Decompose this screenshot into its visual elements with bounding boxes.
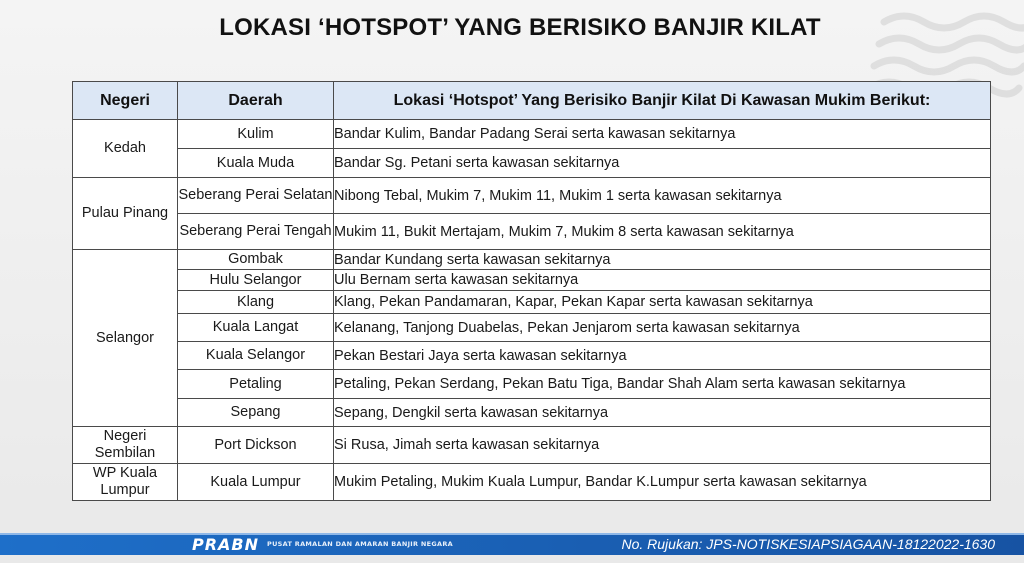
lokasi-cell: Bandar Kundang serta kawasan sekitarnya [334, 250, 991, 270]
table-row [73, 250, 991, 270]
negeri-cell: Selangor [73, 250, 178, 427]
table-header-row [73, 82, 991, 120]
daerah-cell: Kuala Langat [178, 314, 334, 342]
logo-wordmark: PRABN [192, 534, 260, 554]
lokasi-cell: Mukim Petaling, Mukim Kuala Lumpur, Bandar K.Lumpur serta kawasan sekitarnya [334, 464, 991, 501]
table-row [73, 214, 991, 250]
reference-number: No. Rujukan: JPS-NOTISKESIAPSIAGAAN-18122022-1630 [621, 536, 995, 552]
header-negeri: Negeri [73, 82, 178, 120]
lokasi-cell: Bandar Sg. Petani serta kawasan sekitarnya [334, 149, 991, 178]
lokasi-cell: Si Rusa, Jimah serta kawasan sekitarnya [334, 427, 991, 464]
daerah-cell: Gombak [178, 250, 334, 270]
lokasi-cell: Klang, Pekan Pandamaran, Kapar, Pekan Kapar serta kawasan sekitarnya [334, 291, 991, 314]
negeri-cell: Pulau Pinang [73, 178, 178, 250]
header-daerah: Daerah [178, 82, 334, 120]
table-row [73, 342, 991, 370]
table-row [73, 464, 991, 501]
table-row [73, 178, 991, 214]
lokasi-cell: Mukim 11, Bukit Mertajam, Mukim 7, Mukim 8 serta kawasan sekitarnya [334, 214, 991, 250]
lokasi-cell: Sepang, Dengkil serta kawasan sekitarnya [334, 399, 991, 427]
table-row [73, 270, 991, 291]
daerah-cell: Port Dickson [178, 427, 334, 464]
header-lokasi: Lokasi ‘Hotspot’ Yang Berisiko Banjir Kilat Di Kawasan Mukim Berikut: [334, 82, 991, 120]
table-row [73, 314, 991, 342]
table-row [73, 427, 991, 464]
daerah-cell: Kuala Muda [178, 149, 334, 178]
daerah-cell: Seberang Perai Tengah [178, 214, 334, 250]
logo-subtitle: PUSAT RAMALAN DAN AMARAN BANJIR NEGARA [267, 540, 453, 548]
lokasi-cell: Bandar Kulim, Bandar Padang Serai serta kawasan sekitarnya [334, 120, 991, 149]
daerah-cell: Seberang Perai Selatan [178, 178, 334, 214]
praban-logo [192, 535, 453, 553]
table-row [73, 291, 991, 314]
negeri-cell: WP Kuala Lumpur [73, 464, 178, 501]
lokasi-cell: Ulu Bernam serta kawasan sekitarnya [334, 270, 991, 291]
table-row [73, 399, 991, 427]
daerah-cell: Kuala Selangor [178, 342, 334, 370]
hotspot-table [72, 81, 991, 501]
daerah-cell: Hulu Selangor [178, 270, 334, 291]
table-row [73, 370, 991, 399]
lokasi-cell: Kelanang, Tanjong Duabelas, Pekan Jenjarom serta kawasan sekitarnya [334, 314, 991, 342]
lokasi-cell: Nibong Tebal, Mukim 7, Mukim 11, Mukim 1 serta kawasan sekitarnya [334, 178, 991, 214]
daerah-cell: Kuala Lumpur [178, 464, 334, 501]
page-title: LOKASI ‘HOTSPOT’ YANG BERISIKO BANJIR KILAT [219, 14, 821, 41]
lokasi-cell: Petaling, Pekan Serdang, Pekan Batu Tiga, Bandar Shah Alam serta kawasan sekitarnya [334, 370, 991, 399]
lokasi-cell: Pekan Bestari Jaya serta kawasan sekitarnya [334, 342, 991, 370]
daerah-cell: Petaling [178, 370, 334, 399]
daerah-cell: Kulim [178, 120, 334, 149]
table-row [73, 149, 991, 178]
table-row [73, 120, 991, 149]
daerah-cell: Klang [178, 291, 334, 314]
daerah-cell: Sepang [178, 399, 334, 427]
negeri-cell: Kedah [73, 120, 178, 178]
negeri-cell: Negeri Sembilan [73, 427, 178, 464]
